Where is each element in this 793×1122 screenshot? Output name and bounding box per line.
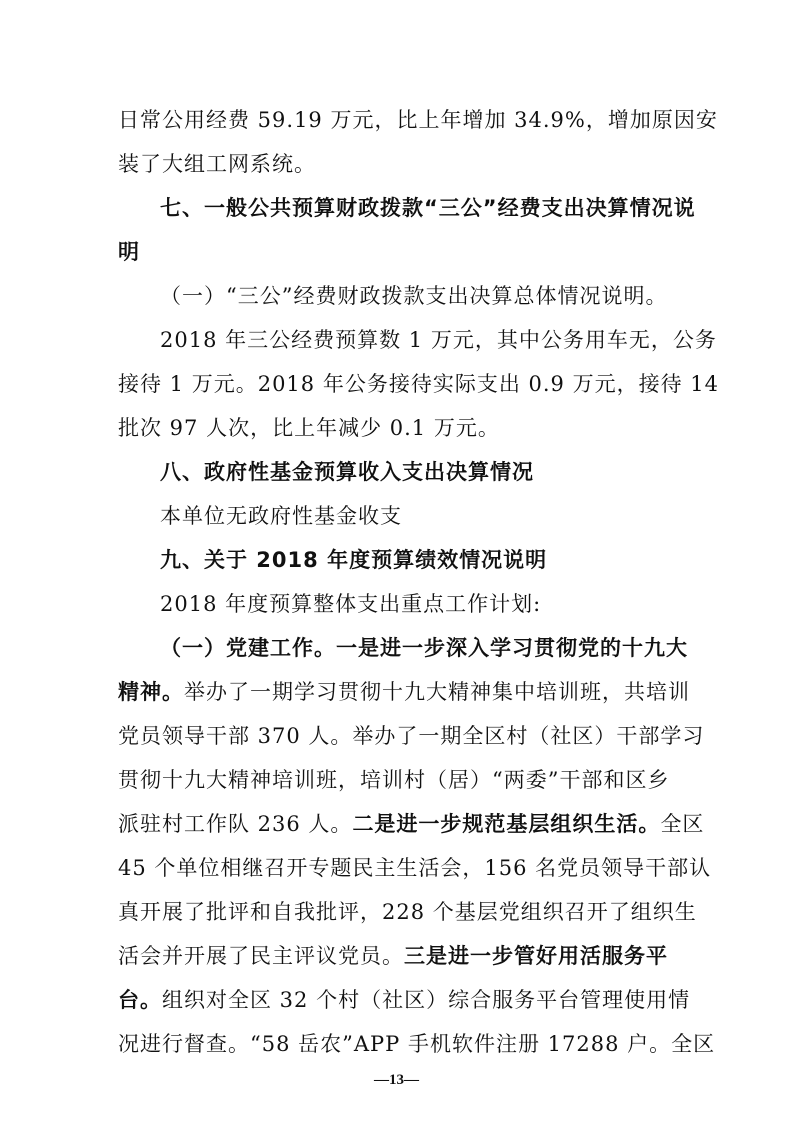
paragraph-line — [118, 809, 705, 839]
paragraph-line — [118, 677, 690, 707]
bold-phrase: 台。 — [118, 988, 162, 1012]
section-heading-9: 九、关于 2018 年度预算绩效情况说明 — [160, 548, 548, 572]
paragraph-line: 45 个单位相继召开专题民主生活会，156 名党员领导干部认 — [118, 856, 712, 880]
paragraph-line: 真开展了批评和自我批评，228 个基层党组织召开了组织生 — [118, 900, 697, 924]
paragraph-line: 接待 1 万元。2018 年公务接待实际支出 0.9 万元，接待 14 — [118, 372, 719, 396]
paragraph-line: 本单位无政府性基金收支 — [160, 504, 402, 528]
bold-phrase: 二是进一步规范基层组织生活。 — [352, 812, 661, 836]
work-item-heading: （一）党建工作。一是进一步深入学习贯彻党的十九大 — [160, 636, 688, 660]
paragraph-line: 况进行督查。“58 岳农”APP 手机软件注册 17288 户。全区 — [118, 1032, 716, 1056]
section-heading-7: 七、一般公共预算财政拨款“三公”经费支出决算情况说 — [160, 196, 696, 220]
paragraph-line: 党员领导干部 370 人。举办了一期全区村（社区）干部学习 — [118, 724, 705, 748]
section-heading-7-continued: 明 — [118, 240, 140, 264]
paragraph-line: 2018 年度预算整体支出重点工作计划: — [160, 592, 542, 616]
paragraph-line: 贯彻十九大精神培训班，培训村（居）“两委”干部和区乡 — [118, 768, 670, 792]
bold-phrase: 精神。 — [118, 680, 184, 704]
bold-phrase: 三是进一步管好用活服务平 — [404, 944, 668, 968]
paragraph-line — [118, 941, 678, 971]
paragraph-line: 日常公用经费 59.19 万元，比上年增加 34.9%，增加原因安 — [118, 108, 718, 132]
text-run: 派驻村工作队 236 人。 — [118, 812, 353, 836]
text-run: 举办了一期学习贯彻十九大精神集中培训班，共培训 — [184, 680, 690, 704]
paragraph-line: 2018 年三公经费预算数 1 万元，其中公务用车无，公务 — [160, 328, 717, 352]
paragraph-line: 批次 97 人次，比上年减少 0.1 万元。 — [118, 416, 500, 440]
page-number: —13— — [374, 1072, 419, 1088]
text-run: 活会并开展了民主评议党员。 — [118, 944, 404, 968]
paragraph-line: 装了大组工网系统。 — [118, 152, 316, 176]
section-heading-8: 八、政府性基金预算收入支出决算情况 — [160, 460, 534, 484]
subsection-heading: （一）“三公”经费财政拨款支出决算总体情况说明。 — [160, 284, 668, 308]
text-run: 全区 — [660, 812, 705, 836]
text-run: 组织对全区 32 个村（社区）综合服务平台管理使用情 — [162, 988, 691, 1012]
paragraph-line — [118, 985, 691, 1015]
